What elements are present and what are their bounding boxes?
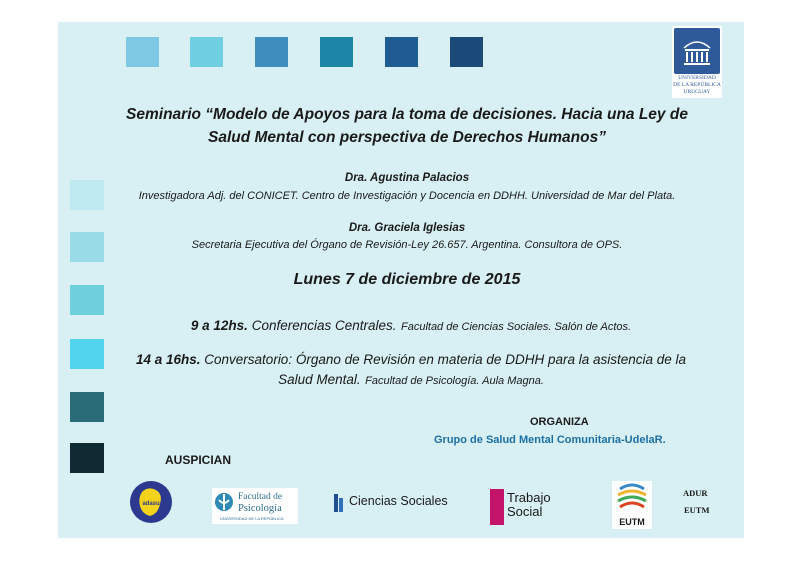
left-square-3 xyxy=(70,285,104,315)
organizer-name: Grupo de Salud Mental Comunitaria-UdelaR. xyxy=(434,434,666,446)
left-square-2 xyxy=(70,232,104,262)
eutm-text: EUTM xyxy=(619,517,645,527)
top-square-1 xyxy=(126,37,159,67)
top-square-5 xyxy=(385,37,418,67)
seminar-title xyxy=(100,103,714,149)
left-square-4 xyxy=(70,339,104,369)
top-square-4 xyxy=(320,37,353,67)
top-square-2 xyxy=(190,37,223,67)
speaker-2-affiliation: Secretaria Ejecutiva del Órgano de Revisión-Ley 26.657. Argentina. Consultora de OPS. xyxy=(191,239,623,251)
schedule-item-1 xyxy=(104,316,718,337)
schedule-2-time: 14 a 16hs. xyxy=(135,352,201,367)
adur-eutm-label: EUTM xyxy=(684,505,710,515)
university-building-icon xyxy=(674,28,720,74)
ciencias-sociales-text: Ciencias Sociales xyxy=(349,494,448,508)
top-square-3 xyxy=(255,37,288,67)
adasu-logo xyxy=(126,470,176,530)
adur-label: ADUR xyxy=(683,488,708,498)
speaker-1-affiliation: Investigadora Adj. del CONICET. Centro de Investigación y Docencia en DDHH. Universidad de Mar del Plata. xyxy=(138,190,676,202)
auspician-label: AUSPICIAN xyxy=(165,453,232,467)
speaker-2-name: Dra. Graciela Iglesias xyxy=(348,222,466,234)
eutm-logo xyxy=(612,481,652,529)
schedule-1-title: Conferencias Centrales. xyxy=(251,318,397,333)
schedule-item-2 xyxy=(104,350,718,391)
psicologia-line-2: Psicología xyxy=(238,503,282,514)
ciencias-sociales-logo xyxy=(334,490,454,514)
left-square-6 xyxy=(70,443,104,473)
speaker-1-name: Dra. Agustina Palacios xyxy=(344,172,470,184)
university-line-1: UNIVERSIDAD xyxy=(678,75,716,81)
top-square-6 xyxy=(450,37,483,67)
schedule-2-title-line-1: Conversatorio: Órgano de Revisión en materia de DDHH para la asistencia de la xyxy=(204,352,687,367)
schedule-1-time: 9 a 12hs. xyxy=(190,318,248,333)
title-line-2: Salud Mental con perspectiva de Derechos Humanos” xyxy=(208,129,606,146)
trabajo-social-logo xyxy=(490,487,570,527)
psicologia-line-1: Facultad de xyxy=(238,492,283,502)
title-line-1: Seminario “Modelo de Apoyos para la toma de decisiones. Hacia una Ley de xyxy=(126,106,688,123)
psicologia-line-3: UNIVERSIDAD DE LA REPÚBLICA xyxy=(220,516,284,521)
organiza-label: ORGANIZA xyxy=(530,416,589,428)
university-line-3: URUGUAY xyxy=(683,89,711,95)
schedule-1-venue: Facultad de Ciencias Sociales. Salón de Actos. xyxy=(400,321,632,333)
adasu-text: adasu xyxy=(142,501,160,507)
left-square-5 xyxy=(70,392,104,422)
left-square-1 xyxy=(70,180,104,210)
schedule-2-title-line-2: Salud Mental. xyxy=(278,372,361,387)
facultad-psicologia-logo xyxy=(212,488,298,524)
university-line-2: DE LA REPÚBLICA xyxy=(673,82,721,88)
udelar-logo xyxy=(672,26,722,98)
social-text: Social xyxy=(507,504,543,519)
event-date: Lunes 7 de diciembre de 2015 xyxy=(293,271,521,288)
trabajo-text: Trabajo xyxy=(507,490,551,505)
schedule-2-venue: Facultad de Psicología. Aula Magna. xyxy=(365,375,544,387)
